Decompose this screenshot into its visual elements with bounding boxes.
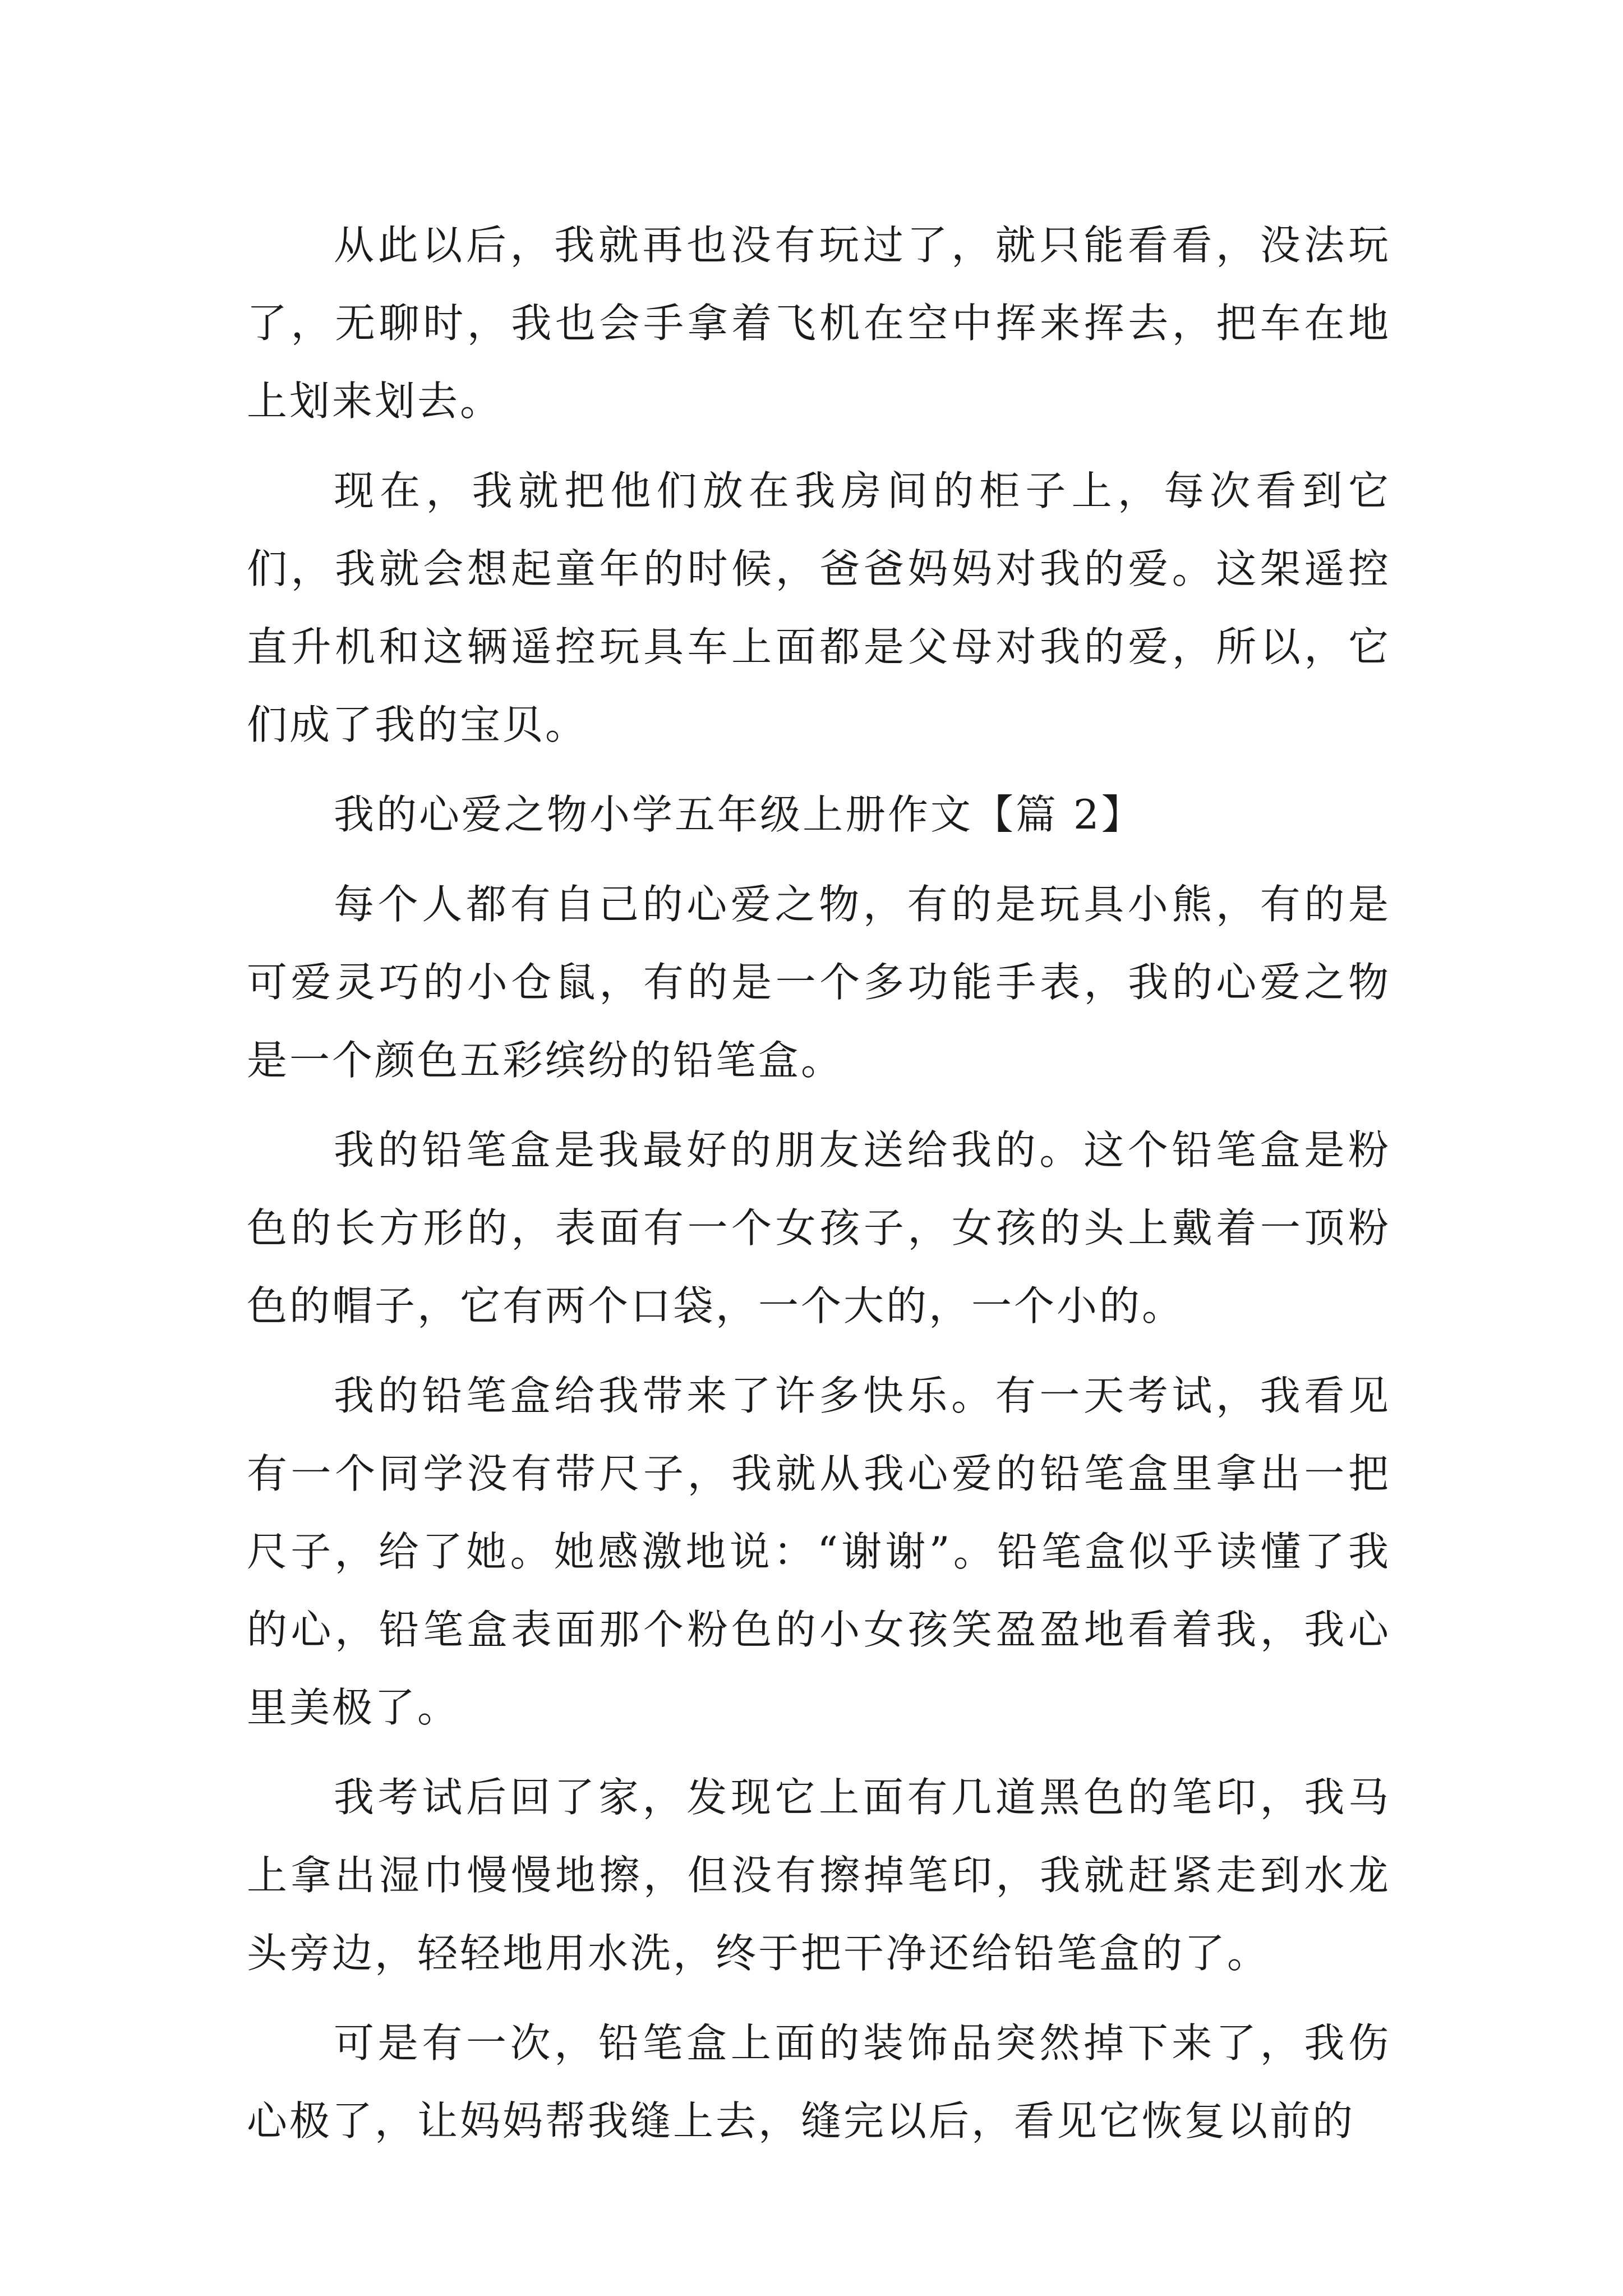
paragraph: 我考试后回了家，发现它上面有几道黑色的笔印，我马上拿出湿巾慢慢地擦，但没有擦掉笔印，我就赶紧走到水龙头旁边，轻轻地用水洗，终于把干净还给铅笔盒的了。 [247,1774,1391,1977]
paragraph: 每个人都有自己的心爱之物，有的是玩具小熊，有的是可爱灵巧的小仓鼠，有的是一个多功能手表，我的心爱之物是一个颜色五彩缤纷的铅笔盒。 [247,881,1391,1084]
section-heading: 我的心爱之物小学五年级上册作文【篇 2】 [334,791,1144,838]
paragraph: 从此以后，我就再也没有玩过了，就只能看看，没法玩了，无聊时，我也会手拿着飞机在空中挥来挥去，把车在地上划来划去。 [247,222,1391,425]
paragraph: 现在，我就把他们放在我房间的柜子上，每次看到它们，我就会想起童年的时候，爸爸妈妈对我的爱。这架遥控直升机和这辆遥控玩具车上面都是父母对我的爱，所以，它们成了我的宝贝。 [247,467,1391,748]
paragraph: 我的铅笔盒是我最好的朋友送给我的。这个铅笔盒是粉色的长方形的，表面有一个女孩子，女孩的头上戴着一顶粉色的帽子，它有两个口袋，一个大的，一个小的。 [247,1126,1391,1329]
document-body [247,206,1391,2172]
paragraph: 我的铅笔盒给我带来了许多快乐。有一天考试，我看见有一个同学没有带尺子，我就从我心爱的铅笔盒里拿出一把尺子，给了她。她感激地说：“谢谢”。铅笔盒似乎读懂了我的心，铅笔盒表面那个粉色的小女孩笑盈盈地看着我，我心里美极了。 [247,1372,1391,1731]
paragraph: 可是有一次，铅笔盒上面的装饰品突然掉下来了，我伤心极了，让妈妈帮我缝上去，缝完以后，看见它恢复以前的 [247,2019,1391,2145]
